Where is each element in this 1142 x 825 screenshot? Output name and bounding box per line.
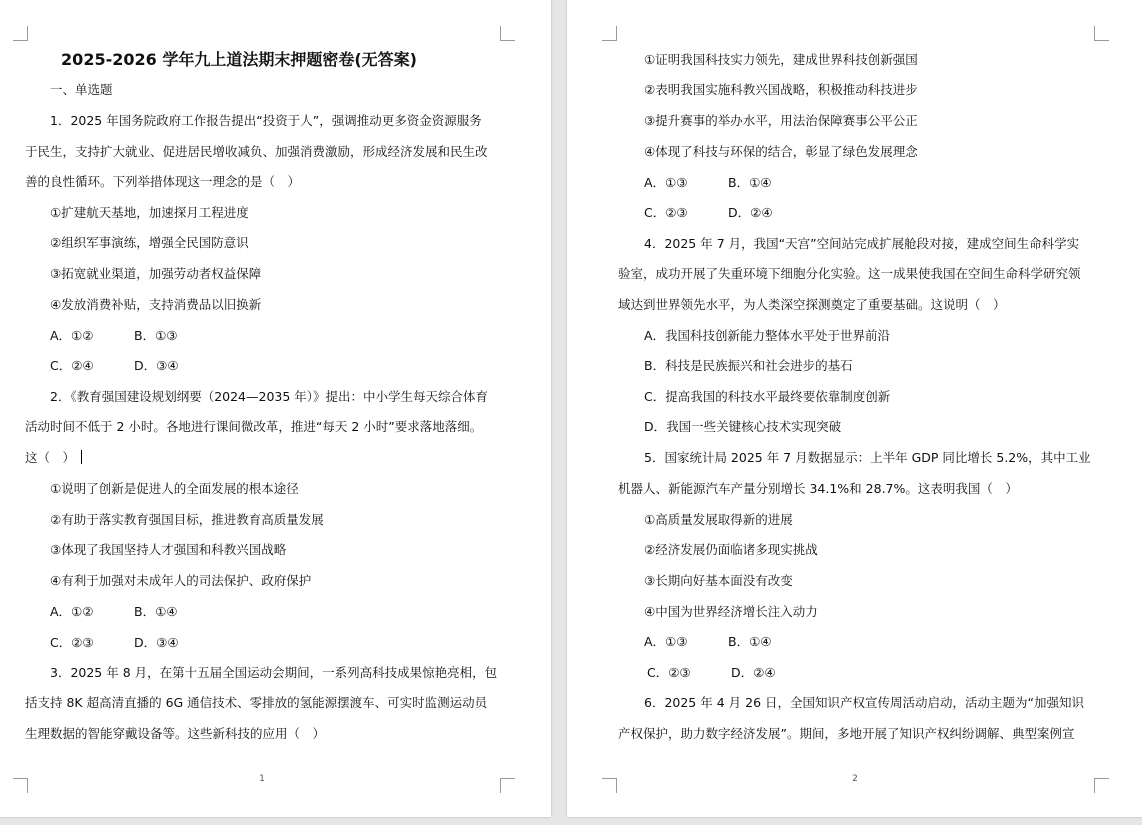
question-3-options-row-2 (644, 204, 773, 222)
question-1-options-row-2 (50, 357, 179, 375)
question-5-option-a[interactable]: A．①③ (644, 634, 688, 649)
question-5-line-1[interactable]: 5．国家统计局 2025 年 7 月数据显示：上半年 GDP 同比增长 5.2%，其中工业 (644, 450, 1091, 465)
question-5-item-4[interactable]: ④中国为世界经济增长注入动力 (644, 604, 818, 619)
page-number: 2 (852, 774, 858, 784)
question-3-line-1[interactable]: 3．2025 年 8 月，在第十五届全国运动会期间，一系列高科技成果惊艳亮相，包 (50, 665, 498, 680)
question-4-line-3[interactable]: 域达到世界领先水平，为人类深空探测奠定了重要基础。这说明（ ） (618, 297, 1006, 312)
question-3-options-row-1 (644, 174, 772, 192)
question-5-options-row-2 (647, 664, 776, 682)
question-2-item-1[interactable]: ①说明了创新是促进人的全面发展的根本途径 (50, 481, 299, 496)
crop-mark-bottom-right (1094, 778, 1109, 793)
question-1-option-d[interactable]: D．③④ (134, 358, 179, 373)
question-2-item-4[interactable]: ④有利于加强对未成年人的司法保护、政府保护 (50, 573, 312, 588)
crop-mark-bottom-right (500, 778, 515, 793)
question-2-line-3[interactable] (25, 449, 82, 467)
crop-mark-top-left (13, 26, 28, 41)
question-2-options-row-1 (50, 603, 178, 621)
question-4-option-a[interactable]: A．我国科技创新能力整体水平处于世界前沿 (644, 328, 891, 343)
question-1-item-4[interactable]: ④发放消费补贴，支持消费品以旧换新 (50, 297, 262, 312)
question-5-item-2[interactable]: ②经济发展仍面临诸多现实挑战 (644, 542, 818, 557)
question-1-options-row-1 (50, 327, 178, 345)
question-3-line-2[interactable]: 括支持 8K 超高清直播的 6G 通信技术、零排放的氢能源摆渡车、可实时监测运动员 (25, 695, 488, 710)
document-title: 2025-2026 学年九上道法期末押题密卷(无答案) (61, 50, 417, 69)
question-1-line-3[interactable]: 善的良性循环。下列举措体现这一理念的是（ ） (25, 174, 301, 189)
question-2-line-3-text: 这（ ） (25, 450, 76, 465)
question-1-line-1[interactable]: 1．2025 年国务院政府工作报告提出“投资于人”，强调推动更多资金资源服务 (50, 113, 482, 128)
question-5-options-row-1 (644, 633, 772, 651)
question-4-option-c[interactable]: C．提高我国的科技水平最终要依靠制度创新 (644, 389, 891, 404)
text-cursor (81, 450, 82, 464)
question-4-line-2[interactable]: 验室，成功开展了失重环境下细胞分化实验。这一成果使我国在空间生命科学研究领 (618, 266, 1081, 281)
question-1-option-c[interactable]: C．②④ (50, 358, 94, 373)
question-5-option-d[interactable]: D．②④ (731, 665, 776, 680)
question-3-option-d[interactable]: D．②④ (728, 205, 773, 220)
question-3-item-2[interactable]: ②表明我国实施科教兴国战略，积极推动科技进步 (644, 82, 918, 97)
question-2-line-2[interactable]: 活动时间不低于 2 小时。各地进行课间微改革，推进“每天 2 小时”要求落地落细。 (25, 419, 483, 434)
question-2-item-2[interactable]: ②有助于落实教育强国目标，推进教育高质量发展 (50, 512, 324, 527)
section-heading: 一、单选题 (50, 82, 113, 97)
question-5-line-2[interactable]: 机器人、新能源汽车产量分别增长 34.1%和 28.7%。这表明我国（ ） (618, 481, 1018, 496)
crop-mark-top-right (1094, 26, 1109, 41)
crop-mark-bottom-left (602, 778, 617, 793)
question-2-option-b[interactable]: B．①④ (134, 604, 178, 619)
question-2-options-row-2 (50, 634, 179, 652)
question-2-line-1[interactable]: 2．《教育强国建设规划纲要（2024—2035 年）》提出：中小学生每天综合体育 (50, 389, 489, 404)
question-3-line-3[interactable]: 生理数据的智能穿戴设备等。这些新科技的应用（ ） (25, 726, 326, 741)
document-page-1 (0, 0, 551, 817)
question-1-item-3[interactable]: ③拓宽就业渠道，加强劳动者权益保障 (50, 266, 262, 281)
question-5-item-1[interactable]: ①高质量发展取得新的进展 (644, 512, 793, 527)
question-6-line-1[interactable]: 6．2025 年 4 月 26 日，全国知识产权宣传周活动启动，活动主题为“加强知识 (644, 695, 1084, 710)
question-5-item-3[interactable]: ③长期向好基本面没有改变 (644, 573, 793, 588)
question-1-option-a[interactable]: A．①② (50, 328, 94, 343)
question-6-line-2[interactable]: 产权保护，助力数字经济发展”。期间，多地开展了知识产权纠纷调解、典型案例宣 (618, 726, 1075, 741)
question-3-item-4[interactable]: ④体现了科技与环保的结合，彰显了绿色发展理念 (644, 144, 918, 159)
question-3-item-1[interactable]: ①证明我国科技实力领先，建成世界科技创新强国 (644, 52, 918, 67)
question-3-option-c[interactable]: C．②③ (644, 205, 688, 220)
question-1-item-1[interactable]: ①扩建航天基地，加速探月工程进度 (50, 205, 249, 220)
question-4-option-b[interactable]: B．科技是民族振兴和社会进步的基石 (644, 358, 853, 373)
question-2-item-3[interactable]: ③体现了我国坚持人才强国和科教兴国战略 (50, 542, 287, 557)
page-number: 1 (259, 774, 265, 784)
question-5-option-b[interactable]: B．①④ (728, 634, 772, 649)
question-3-option-b[interactable]: B．①④ (728, 175, 772, 190)
question-5-option-c[interactable]: C．②③ (647, 665, 691, 680)
question-1-option-b[interactable]: B．①③ (134, 328, 178, 343)
question-2-option-c[interactable]: C．②③ (50, 635, 94, 650)
document-page-2 (567, 0, 1142, 817)
question-3-item-3[interactable]: ③提升赛事的举办水平，用法治保障赛事公平公正 (644, 113, 918, 128)
question-3-option-a[interactable]: A．①③ (644, 175, 688, 190)
question-4-line-1[interactable]: 4．2025 年 7 月，我国“天宫”空间站完成扩展舱段对接，建成空间生命科学实 (644, 236, 1080, 251)
crop-mark-top-left (602, 26, 617, 41)
question-2-option-d[interactable]: D．③④ (134, 635, 179, 650)
question-4-option-d[interactable]: D．我国一些关键核心技术实现突破 (644, 419, 842, 434)
question-2-option-a[interactable]: A．①② (50, 604, 94, 619)
crop-mark-bottom-left (13, 778, 28, 793)
crop-mark-top-right (500, 26, 515, 41)
question-1-line-2[interactable]: 于民生，支持扩大就业、促进居民增收减负、加强消费激励，形成经济发展和民生改 (25, 144, 488, 159)
question-1-item-2[interactable]: ②组织军事演练，增强全民国防意识 (50, 235, 249, 250)
